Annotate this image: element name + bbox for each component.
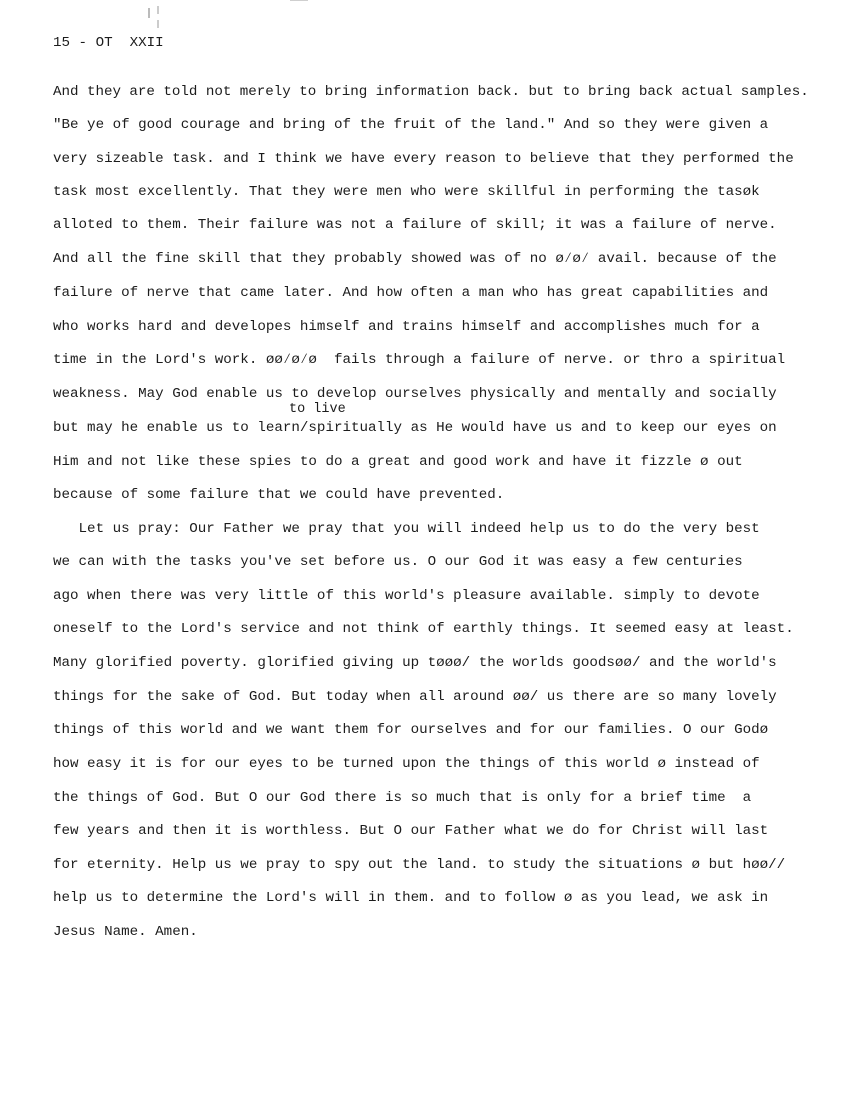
paragraph-1-line: "Be ye of good courage and bring of the fruit of the land." And so they were given a [53,117,769,133]
paragraph-1-line: very sizeable task. and I think we have every reason to believe that they performed the [53,151,794,167]
paragraph-2-line: we can with the tasks you've set before us. O our God it was easy a few centuries [53,554,743,570]
paragraph-1-line: failure of nerve that came later. And how often a man who has great capabilities and [53,285,769,301]
paragraph-2-line: the things of God. But O our God there is so much that is only for a brief time a [53,790,752,806]
paragraph-2-line: things of this world and we want them for ourselves and for our families. O our Godø [53,722,769,738]
paragraph-2-line: help us to determine the Lord's will in them. and to follow ø as you lead, we ask in [53,890,769,906]
paragraph-2-line: Many glorified poverty. glorified giving up tøøø/ the worlds goodsøø/ and the world's [53,655,777,671]
interlinear-insertion: to live [289,402,346,417]
paragraph-2-line: how easy it is for our eyes to be turned upon the things of this world ø instead of [53,756,760,772]
page-header: 15 - OT XXII [53,35,164,51]
paragraph-2-line: things for the sake of God. But today when all around øø/ us there are so many lovely [53,689,777,705]
paragraph-1-line: alloted to them. Their failure was not a failure of skill; it was a failure of nerve. [53,217,777,233]
paragraph-1-line: time in the Lord's work. øø∕ø∕ø fails through a failure of nerve. or thro a spiritual [53,352,786,368]
paragraph-2-line: few years and then it is worthless. But O our Father what we do for Christ will last [53,823,769,839]
paragraph-1-line: And all the fine skill that they probably showed was of no ø∕ø∕ avail. because of the [53,251,777,267]
paragraph-1-line: because of some failure that we could have prevented. [53,487,505,503]
scan-mark [290,0,308,1]
paragraph-1-line: weakness. May God enable us to develop ourselves physically and mentally and socially [53,386,777,402]
paragraph-1-line: who works hard and developes himself and trains himself and accomplishes much for a [53,319,760,335]
paragraph-2-line: Jesus Name. Amen. [53,924,198,940]
pencil-mark-icon [146,4,166,32]
paragraph-2-line: for eternity. Help us we pray to spy out the land. to study the situations ø but høø// [53,857,786,873]
paragraph-1-line: And they are told not merely to bring information back. but to bring back actual samples. [53,84,809,100]
paragraph-1-line: but may he enable us to learn/spiritually as He would have us and to keep our eyes on [53,420,777,436]
paragraph-2-line: ago when there was very little of this world's pleasure available. simply to devote [53,588,760,604]
paragraph-1-line: Him and not like these spies to do a great and good work and have it fizzle ø out [53,454,743,470]
paragraph-1-line: task most excellently. That they were men who were skillful in performing the tasøk [53,184,760,200]
paragraph-2-line: oneself to the Lord's service and not think of earthly things. It seemed easy at least. [53,621,794,637]
paragraph-2-line: Let us pray: Our Father we pray that you will indeed help us to do the very best [53,521,760,537]
